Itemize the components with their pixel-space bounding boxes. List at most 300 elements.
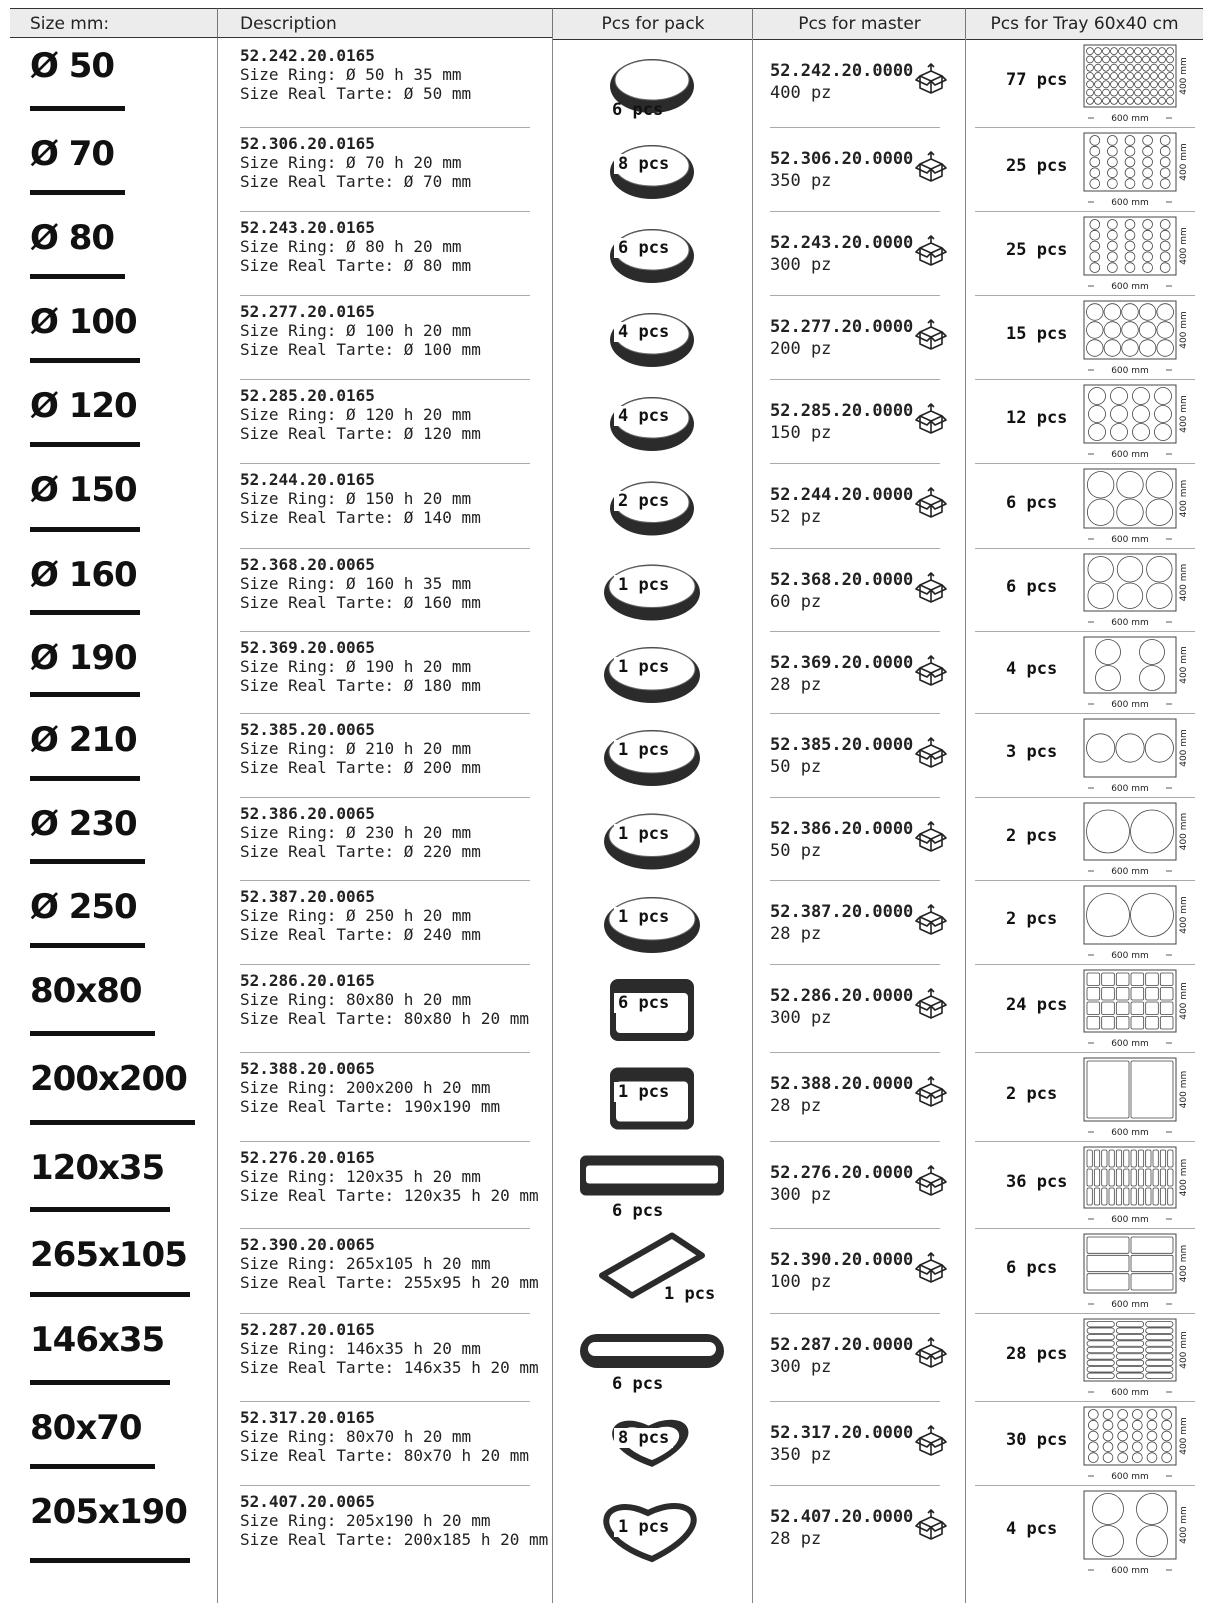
master-code: 52.390.20.0000: [770, 1250, 914, 1270]
size-tarte-text: Size Real Tarte: 80x70 h 20 mm: [240, 1446, 529, 1465]
header-pcs-pack: Pcs for pack: [552, 8, 753, 40]
size-value: 205x190: [30, 1492, 187, 1532]
tray-layout-diagram: [1082, 1317, 1192, 1399]
ring-product-image: [552, 1229, 752, 1314]
pack-cell: [552, 1402, 752, 1486]
tray-count: 2 pcs: [1006, 825, 1058, 846]
size-value: Ø 190: [30, 638, 137, 678]
shipping-box-icon: [914, 654, 948, 688]
product-code: 52.368.20.0065: [240, 555, 375, 574]
pack-quantity: 1 pcs: [614, 1517, 673, 1537]
pack-cell: [552, 212, 752, 296]
master-code: 52.287.20.0000: [770, 1335, 914, 1355]
size-tarte-text: Size Real Tarte: 190x190 mm: [240, 1097, 501, 1116]
product-code: 52.286.20.0165: [240, 971, 375, 990]
master-info: [770, 569, 913, 613]
shipping-box-icon: [914, 1075, 948, 1109]
shipping-box-icon: [914, 571, 948, 605]
master-quantity: 50 pz: [770, 841, 822, 861]
table-row: [0, 40, 1206, 128]
size-value: Ø 160: [30, 555, 137, 595]
product-description: [240, 638, 481, 695]
master-info: [770, 1249, 913, 1293]
size-underline: [30, 776, 140, 781]
size-ring-text: Size Ring: Ø 150 h 20 mm: [240, 489, 472, 508]
tray-layout-diagram: [1082, 1405, 1192, 1483]
product-description: [240, 218, 471, 275]
master-code: 52.317.20.0000: [770, 1423, 914, 1443]
size-underline: [30, 1207, 170, 1212]
size-value: 120x35: [30, 1148, 165, 1188]
tray-width-label: 600 mm: [1111, 1128, 1149, 1138]
header-pcs-master: Pcs for master: [752, 8, 966, 40]
size-value: Ø 120: [30, 386, 137, 426]
master-code: 52.244.20.0000: [770, 485, 914, 505]
pack-quantity: 6 pcs: [614, 238, 673, 258]
pack-quantity: 1 pcs: [614, 657, 673, 677]
product-description: [240, 804, 481, 861]
table-row: [0, 549, 1206, 632]
size-underline: [30, 190, 125, 195]
tray-height-label: 400 mm: [1179, 646, 1189, 684]
tray-height-label: 400 mm: [1179, 311, 1189, 349]
tray-count: 6 pcs: [1006, 492, 1058, 513]
size-tarte-text: Size Real Tarte: Ø 180 mm: [240, 676, 481, 695]
tray-count: 12 pcs: [1006, 408, 1068, 428]
master-quantity: 52 pz: [770, 507, 822, 527]
product-description: [240, 1492, 548, 1549]
shipping-box-icon: [914, 903, 948, 937]
master-quantity: 28 pz: [770, 924, 822, 944]
master-code: 52.386.20.0000: [770, 819, 914, 839]
table-row: [0, 1142, 1206, 1229]
master-info: [770, 484, 913, 528]
size-ring-text: Size Ring: Ø 230 h 20 mm: [240, 823, 472, 842]
product-code: 52.276.20.0165: [240, 1148, 375, 1167]
pack-cell: [552, 632, 752, 714]
product-code: 52.244.20.0165: [240, 470, 375, 489]
size-value: 80x80: [30, 971, 142, 1011]
size-ring-text: Size Ring: Ø 50 h 35 mm: [240, 65, 462, 84]
size-value: 80x70: [30, 1408, 142, 1448]
tray-width-label: 600 mm: [1111, 700, 1149, 710]
tray-layout-diagram: [1082, 717, 1192, 795]
shipping-box-icon: [914, 486, 948, 520]
product-code: 52.285.20.0165: [240, 386, 375, 405]
size-underline: [30, 859, 145, 864]
size-tarte-text: Size Real Tarte: Ø 220 mm: [240, 842, 481, 861]
shipping-box-icon: [914, 234, 948, 268]
size-ring-text: Size Ring: 80x80 h 20 mm: [240, 990, 472, 1009]
pack-cell: [552, 1142, 752, 1229]
size-value: Ø 80: [30, 218, 115, 258]
size-value: Ø 250: [30, 887, 137, 927]
size-underline: [30, 943, 145, 948]
tray-width-label: 600 mm: [1111, 1388, 1149, 1398]
master-info: [770, 734, 913, 778]
pack-quantity: 1 pcs: [664, 1284, 716, 1304]
tray-layout-diagram: [1082, 1145, 1192, 1226]
pack-cell: [552, 798, 752, 881]
size-value: Ø 230: [30, 804, 137, 844]
pack-quantity: 6 pcs: [614, 993, 673, 1013]
master-code: 52.388.20.0000: [770, 1074, 914, 1094]
master-quantity: 100 pz: [770, 1272, 832, 1292]
product-description: [240, 887, 481, 944]
pack-cell: [552, 464, 752, 549]
tray-layout-diagram: [1082, 884, 1192, 962]
size-ring-text: Size Ring: Ø 80 h 20 mm: [240, 237, 462, 256]
size-ring-text: Size Ring: Ø 70 h 20 mm: [240, 153, 462, 172]
master-info: [770, 400, 913, 444]
table-row: [0, 380, 1206, 464]
tray-count: 15 pcs: [1006, 324, 1068, 344]
table-row: [0, 1314, 1206, 1402]
product-description: [240, 46, 471, 103]
master-info: [770, 901, 913, 945]
pack-quantity: 1 pcs: [614, 1082, 673, 1102]
product-description: [240, 134, 471, 191]
tray-height-label: 400 mm: [1179, 479, 1189, 518]
tray-count: 4 pcs: [1006, 659, 1058, 679]
size-tarte-text: Size Real Tarte: Ø 50 mm: [240, 84, 472, 103]
table-row: [0, 1486, 1206, 1580]
pack-quantity: 6 pcs: [612, 100, 664, 120]
shipping-box-icon: [914, 318, 948, 352]
pack-quantity: 8 pcs: [614, 154, 673, 174]
size-value: Ø 210: [30, 720, 137, 760]
tray-layout-diagram: [1082, 383, 1192, 461]
master-info: [770, 1422, 913, 1466]
tray-width-label: 600 mm: [1111, 618, 1149, 628]
master-info: [770, 60, 913, 104]
shipping-box-icon: [914, 402, 948, 436]
size-underline: [30, 527, 140, 532]
table-row: [0, 798, 1206, 881]
tray-layout-diagram: [1082, 467, 1192, 546]
master-info: [770, 1506, 913, 1550]
size-value: 146x35: [30, 1320, 165, 1360]
size-value: 265x105: [30, 1235, 187, 1275]
tray-count: 6 pcs: [1006, 576, 1058, 597]
tray-count: 77 pcs: [1006, 70, 1068, 90]
pack-cell: [552, 380, 752, 464]
product-code: 52.407.20.0065: [240, 1492, 375, 1511]
pack-cell: [552, 549, 752, 632]
pack-cell: [552, 40, 752, 128]
size-underline: [30, 1464, 155, 1469]
size-tarte-text: Size Real Tarte: Ø 140 mm: [240, 508, 481, 527]
pack-quantity: 4 pcs: [614, 406, 673, 426]
shipping-box-icon: [914, 987, 948, 1021]
tray-count: 4 pcs: [1006, 1519, 1058, 1539]
size-tarte-text: Size Real Tarte: 146x35 h 20 mm: [240, 1358, 539, 1377]
size-ring-text: Size Ring: Ø 250 h 20 mm: [240, 906, 472, 925]
master-quantity: 350 pz: [770, 1445, 832, 1465]
shipping-box-icon: [914, 736, 948, 770]
tray-count: 36 pcs: [1006, 1171, 1068, 1192]
master-info: [770, 232, 913, 276]
tray-layout-diagram: [1082, 635, 1192, 711]
size-value: Ø 150: [30, 470, 137, 510]
master-quantity: 150 pz: [770, 423, 832, 443]
tray-width-label: 600 mm: [1111, 1566, 1149, 1576]
shipping-box-icon: [914, 150, 948, 184]
master-code: 52.387.20.0000: [770, 902, 914, 922]
tray-layout-diagram: [1082, 1232, 1192, 1311]
tray-height-label: 400 mm: [1179, 729, 1189, 767]
tray-count: 25 pcs: [1006, 156, 1068, 176]
master-quantity: 28 pz: [770, 1529, 822, 1549]
size-ring-text: Size Ring: 146x35 h 20 mm: [240, 1339, 481, 1358]
pack-quantity: 1 pcs: [614, 907, 673, 927]
shipping-box-icon: [914, 1424, 948, 1458]
tray-width-label: 600 mm: [1111, 1215, 1149, 1225]
tray-height-label: 400 mm: [1179, 1158, 1189, 1197]
size-tarte-text: Size Real Tarte: Ø 240 mm: [240, 925, 481, 944]
pack-cell: [552, 714, 752, 798]
table-row: [0, 1402, 1206, 1486]
master-quantity: 350 pz: [770, 171, 832, 191]
product-description: [240, 555, 481, 612]
tray-width-label: 600 mm: [1111, 450, 1149, 460]
master-quantity: 200 pz: [770, 339, 832, 359]
pack-quantity: 1 pcs: [614, 740, 673, 760]
shipping-box-icon: [914, 1251, 948, 1285]
master-quantity: 50 pz: [770, 757, 822, 777]
table-row: [0, 965, 1206, 1053]
size-value: Ø 100: [30, 302, 137, 342]
master-info: [770, 818, 913, 862]
size-value: Ø 50: [30, 46, 115, 86]
master-code: 52.306.20.0000: [770, 149, 914, 169]
master-code: 52.369.20.0000: [770, 653, 914, 673]
header-size: Size mm:: [10, 8, 217, 38]
pack-quantity: 1 pcs: [614, 824, 673, 844]
product-code: 52.242.20.0165: [240, 46, 375, 65]
master-info: [770, 1334, 913, 1378]
master-code: 52.285.20.0000: [770, 401, 914, 421]
product-description: [240, 1148, 539, 1205]
product-description: [240, 1235, 539, 1292]
shipping-box-icon: [914, 1164, 948, 1198]
tray-height-label: 400 mm: [1179, 1244, 1189, 1283]
header-pcs-tray: Pcs for Tray 60x40 cm: [965, 8, 1203, 40]
product-description: [240, 302, 481, 359]
tray-height-label: 400 mm: [1179, 563, 1189, 602]
pack-quantity: 4 pcs: [614, 322, 673, 342]
product-code: 52.317.20.0165: [240, 1408, 375, 1427]
pack-cell: [552, 1053, 752, 1142]
tray-count: 30 pcs: [1006, 1430, 1068, 1450]
tray-width-label: 600 mm: [1111, 1300, 1149, 1310]
tray-width-label: 600 mm: [1111, 198, 1149, 208]
product-code: 52.369.20.0065: [240, 638, 375, 657]
table-row: [0, 1229, 1206, 1314]
product-code: 52.243.20.0165: [240, 218, 375, 237]
product-description: [240, 470, 481, 527]
pack-cell: [552, 1229, 752, 1314]
size-underline: [30, 358, 140, 363]
size-tarte-text: Size Real Tarte: Ø 70 mm: [240, 172, 472, 191]
master-quantity: 28 pz: [770, 1096, 822, 1116]
product-code: 52.386.20.0065: [240, 804, 375, 823]
size-underline: [30, 1558, 190, 1563]
tray-width-label: 600 mm: [1111, 784, 1149, 794]
tray-layout-diagram: [1082, 1056, 1192, 1139]
size-ring-text: Size Ring: 120x35 h 20 mm: [240, 1167, 481, 1186]
tray-count: 6 pcs: [1006, 1257, 1058, 1278]
tray-height-label: 400 mm: [1179, 1506, 1189, 1544]
product-code: 52.390.20.0065: [240, 1235, 375, 1254]
table-row: [0, 714, 1206, 798]
size-tarte-text: Size Real Tarte: Ø 100 mm: [240, 340, 481, 359]
master-info: [770, 1162, 913, 1206]
master-quantity: 300 pz: [770, 255, 832, 275]
tray-layout-diagram: [1082, 552, 1192, 629]
tray-count: 2 pcs: [1006, 1083, 1058, 1104]
size-underline: [30, 106, 125, 111]
table-row: [0, 128, 1206, 212]
master-info: [770, 148, 913, 192]
product-description: [240, 1059, 500, 1116]
tray-width-label: 600 mm: [1111, 867, 1149, 877]
size-underline: [30, 1292, 190, 1297]
tray-count: 28 pcs: [1006, 1344, 1068, 1364]
tray-height-label: 400 mm: [1179, 812, 1189, 851]
size-underline: [30, 1120, 195, 1125]
size-ring-text: Size Ring: 205x190 h 20 mm: [240, 1511, 491, 1530]
tray-count: 3 pcs: [1006, 742, 1058, 762]
shipping-box-icon: [914, 820, 948, 854]
pack-cell: [552, 1314, 752, 1402]
tray-height-label: 400 mm: [1179, 395, 1189, 433]
shipping-box-icon: [914, 1508, 948, 1542]
master-quantity: 300 pz: [770, 1357, 832, 1377]
table-row: [0, 1053, 1206, 1142]
shipping-box-icon: [914, 62, 948, 96]
product-description: [240, 386, 481, 443]
size-ring-text: Size Ring: 265x105 h 20 mm: [240, 1254, 491, 1273]
size-underline: [30, 692, 140, 697]
size-ring-text: Size Ring: Ø 120 h 20 mm: [240, 405, 472, 424]
product-code: 52.388.20.0065: [240, 1059, 375, 1078]
pack-cell: [552, 965, 752, 1053]
pack-quantity: 2 pcs: [614, 491, 673, 511]
tray-width-label: 600 mm: [1111, 114, 1149, 124]
master-quantity: 28 pz: [770, 675, 822, 695]
tray-count: 24 pcs: [1006, 995, 1068, 1015]
pack-quantity: 6 pcs: [612, 1374, 664, 1394]
master-quantity: 400 pz: [770, 83, 832, 103]
tray-width-label: 600 mm: [1111, 535, 1149, 545]
table-row: [0, 212, 1206, 296]
master-info: [770, 316, 913, 360]
tray-height-label: 400 mm: [1179, 227, 1189, 265]
tray-layout-diagram: [1082, 299, 1192, 377]
tray-width-label: 600 mm: [1111, 951, 1149, 961]
pack-cell: [552, 1486, 752, 1580]
pack-quantity: 6 pcs: [612, 1201, 664, 1221]
size-tarte-text: Size Real Tarte: Ø 120 mm: [240, 424, 481, 443]
table-row: [0, 632, 1206, 714]
pack-cell: [552, 128, 752, 212]
product-code: 52.385.20.0065: [240, 720, 375, 739]
table-row: [0, 881, 1206, 965]
tray-layout-diagram: [1082, 43, 1192, 125]
master-code: 52.277.20.0000: [770, 317, 914, 337]
tray-count: 25 pcs: [1006, 240, 1068, 260]
table-row: [0, 296, 1206, 380]
product-description: [240, 1320, 539, 1377]
master-info: [770, 1073, 913, 1117]
size-tarte-text: Size Real Tarte: Ø 160 mm: [240, 593, 481, 612]
size-tarte-text: Size Real Tarte: 255x95 h 20 mm: [240, 1273, 539, 1292]
size-underline: [30, 610, 140, 615]
tray-layout-diagram: [1082, 215, 1192, 293]
size-value: 200x200: [30, 1059, 187, 1099]
master-code: 52.242.20.0000: [770, 61, 914, 81]
product-description: [240, 720, 481, 777]
size-underline: [30, 442, 140, 447]
master-code: 52.276.20.0000: [770, 1163, 914, 1183]
size-ring-text: Size Ring: Ø 210 h 20 mm: [240, 739, 472, 758]
product-code: 52.277.20.0165: [240, 302, 375, 321]
size-ring-text: Size Ring: Ø 100 h 20 mm: [240, 321, 472, 340]
size-underline: [30, 1031, 155, 1036]
size-tarte-text: Size Real Tarte: 200x185 h 20 mm: [240, 1530, 549, 1549]
product-code: 52.387.20.0065: [240, 887, 375, 906]
product-description: [240, 1408, 529, 1465]
tray-layout-diagram: [1082, 1489, 1192, 1577]
tray-height-label: 400 mm: [1179, 143, 1189, 181]
size-ring-text: Size Ring: 80x70 h 20 mm: [240, 1427, 472, 1446]
table-row: [0, 464, 1206, 549]
tray-width-label: 600 mm: [1111, 1472, 1149, 1482]
master-quantity: 300 pz: [770, 1185, 832, 1205]
tray-height-label: 400 mm: [1179, 57, 1189, 95]
header-description: Description: [217, 8, 552, 38]
tray-count: 2 pcs: [1006, 909, 1058, 929]
size-tarte-text: Size Real Tarte: Ø 200 mm: [240, 758, 481, 777]
size-tarte-text: Size Real Tarte: Ø 80 mm: [240, 256, 472, 275]
pack-quantity: 8 pcs: [614, 1428, 673, 1448]
master-info: [770, 652, 913, 696]
size-ring-text: Size Ring: Ø 160 h 35 mm: [240, 574, 472, 593]
product-code: 52.306.20.0165: [240, 134, 375, 153]
master-code: 52.286.20.0000: [770, 986, 914, 1006]
master-quantity: 60 pz: [770, 592, 822, 612]
tray-height-label: 400 mm: [1179, 1331, 1189, 1369]
size-tarte-text: Size Real Tarte: 80x80 h 20 mm: [240, 1009, 529, 1028]
tray-layout-diagram: [1082, 131, 1192, 209]
pack-cell: [552, 881, 752, 965]
tray-layout-diagram: [1082, 801, 1192, 878]
size-underline: [30, 274, 125, 279]
tray-height-label: 400 mm: [1179, 1417, 1189, 1455]
tray-height-label: 400 mm: [1179, 1070, 1189, 1109]
tray-height-label: 400 mm: [1179, 896, 1189, 934]
size-tarte-text: Size Real Tarte: 120x35 h 20 mm: [240, 1186, 539, 1205]
product-code: 52.287.20.0165: [240, 1320, 375, 1339]
tray-height-label: 400 mm: [1179, 982, 1189, 1020]
tray-width-label: 600 mm: [1111, 1039, 1149, 1049]
size-ring-text: Size Ring: Ø 190 h 20 mm: [240, 657, 472, 676]
master-code: 52.407.20.0000: [770, 1507, 914, 1527]
product-description: [240, 971, 529, 1028]
master-info: [770, 985, 913, 1029]
pack-quantity: 1 pcs: [614, 575, 673, 595]
